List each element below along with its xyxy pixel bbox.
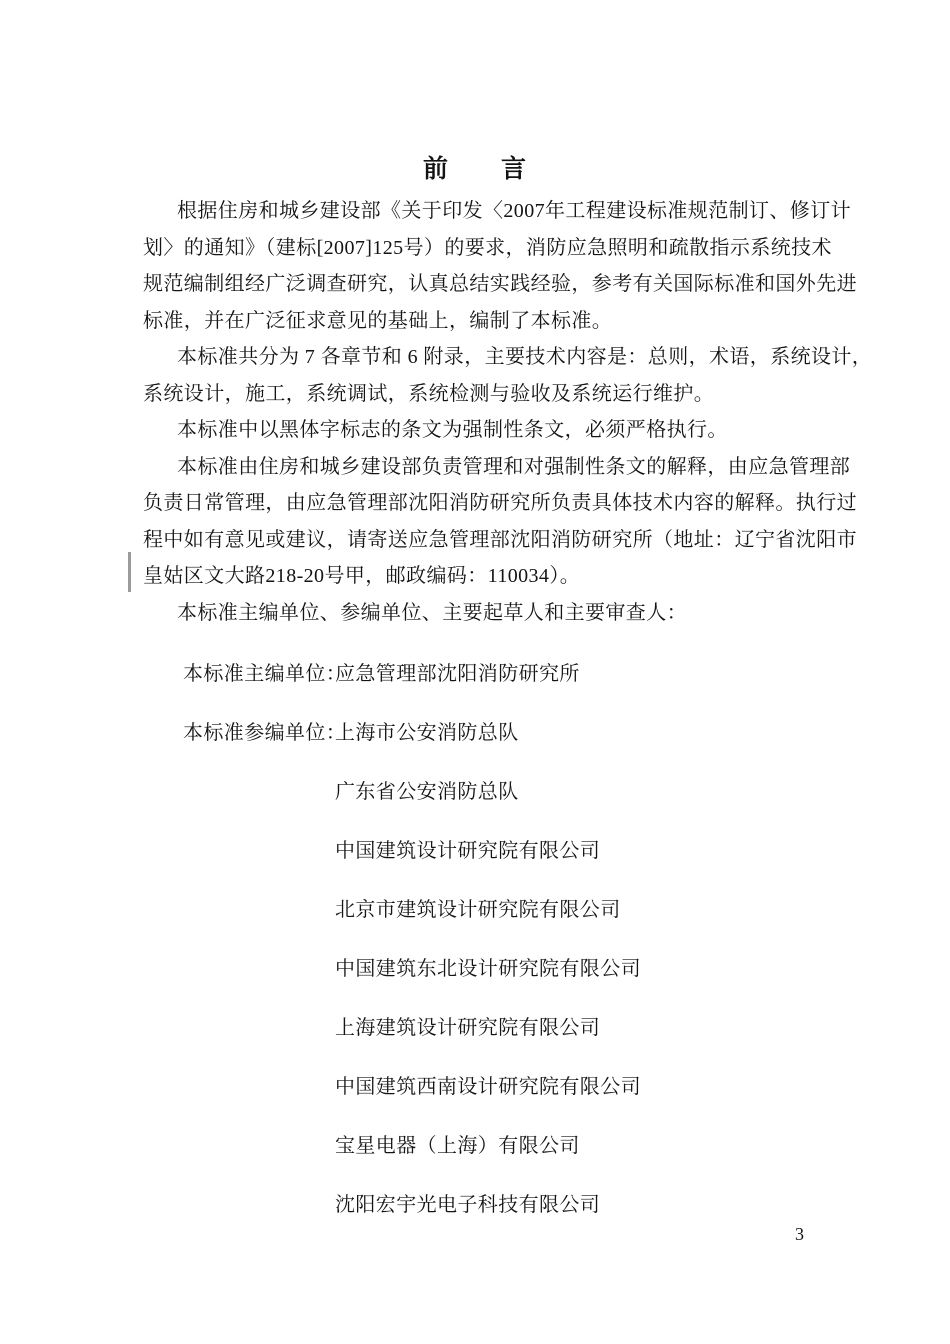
unit-value: 上海建筑设计研究院有限公司 <box>335 1017 601 1039</box>
unit-list <box>183 645 641 1235</box>
unit-row <box>183 645 641 704</box>
unit-value: 中国建筑东北设计研究院有限公司 <box>335 958 641 980</box>
body-line: 划〉的通知》（建标[2007]125号）的要求，消防应急照明和疏散指示系统技术 <box>143 236 832 259</box>
unit-value: 中国建筑西南设计研究院有限公司 <box>335 1076 641 1098</box>
unit-row <box>183 940 641 999</box>
unit-label: 本标准参编单位： <box>183 722 347 744</box>
unit-row <box>183 999 641 1058</box>
page-title: 前 言 <box>422 156 527 183</box>
body-line: 本标准共分为 7 各章节和 6 附录，主要技术内容是：总则，术语，系统设计， <box>177 346 873 368</box>
body-line: 根据住房和城乡建设部《关于印发〈2007年工程建设标准规范制订、修订计 <box>177 200 851 222</box>
unit-value: 上海市公安消防总队 <box>335 722 519 744</box>
unit-value: 中国建筑设计研究院有限公司 <box>335 840 601 862</box>
unit-value: 广东省公安消防总队 <box>335 781 519 803</box>
unit-row <box>183 822 641 881</box>
unit-row <box>183 704 641 763</box>
body-line: 标准，并在广泛征求意见的基础上，编制了本标准。 <box>143 309 613 332</box>
body-line: 程中如有意见或建议，请寄送应急管理部沈阳消防研究所（地址：辽宁省沈阳市 <box>143 528 857 551</box>
unit-value: 沈阳宏宇光电子科技有限公司 <box>335 1194 601 1216</box>
body-line: 皇姑区文大路218-20号甲，邮政编码：110034）。 <box>143 565 581 587</box>
unit-row <box>183 763 641 822</box>
body-line: 负责日常管理，由应急管理部沈阳消防研究所负责具体技术内容的解释。执行过 <box>143 492 857 514</box>
unit-value: 宝星电器（上海）有限公司 <box>335 1135 580 1157</box>
body-text <box>143 193 873 631</box>
body-line: 本标准中以黑体字标志的条文为强制性条文，必须严格执行。 <box>177 419 728 441</box>
unit-value: 北京市建筑设计研究院有限公司 <box>335 899 621 921</box>
body-line: 系统设计，施工，系统调试，系统检测与验收及系统运行维护。 <box>143 382 715 405</box>
unit-row <box>183 1058 641 1117</box>
unit-label: 本标准主编单位： <box>183 663 347 685</box>
body-line: 本标准由住房和城乡建设部负责管理和对强制性条文的解释，由应急管理部 <box>177 455 851 478</box>
unit-row <box>183 881 641 940</box>
body-line: 规范编制组经广泛调查研究，认真总结实践经验，参考有关国际标准和国外先进 <box>143 273 857 295</box>
revision-change-bar <box>128 552 131 592</box>
unit-row <box>183 1117 641 1176</box>
body-line: 本标准主编单位、参编单位、主要起草人和主要审查人： <box>177 601 687 624</box>
unit-value: 应急管理部沈阳消防研究所 <box>335 663 580 685</box>
page-number: 3 <box>795 1224 804 1244</box>
unit-row <box>183 1176 641 1235</box>
